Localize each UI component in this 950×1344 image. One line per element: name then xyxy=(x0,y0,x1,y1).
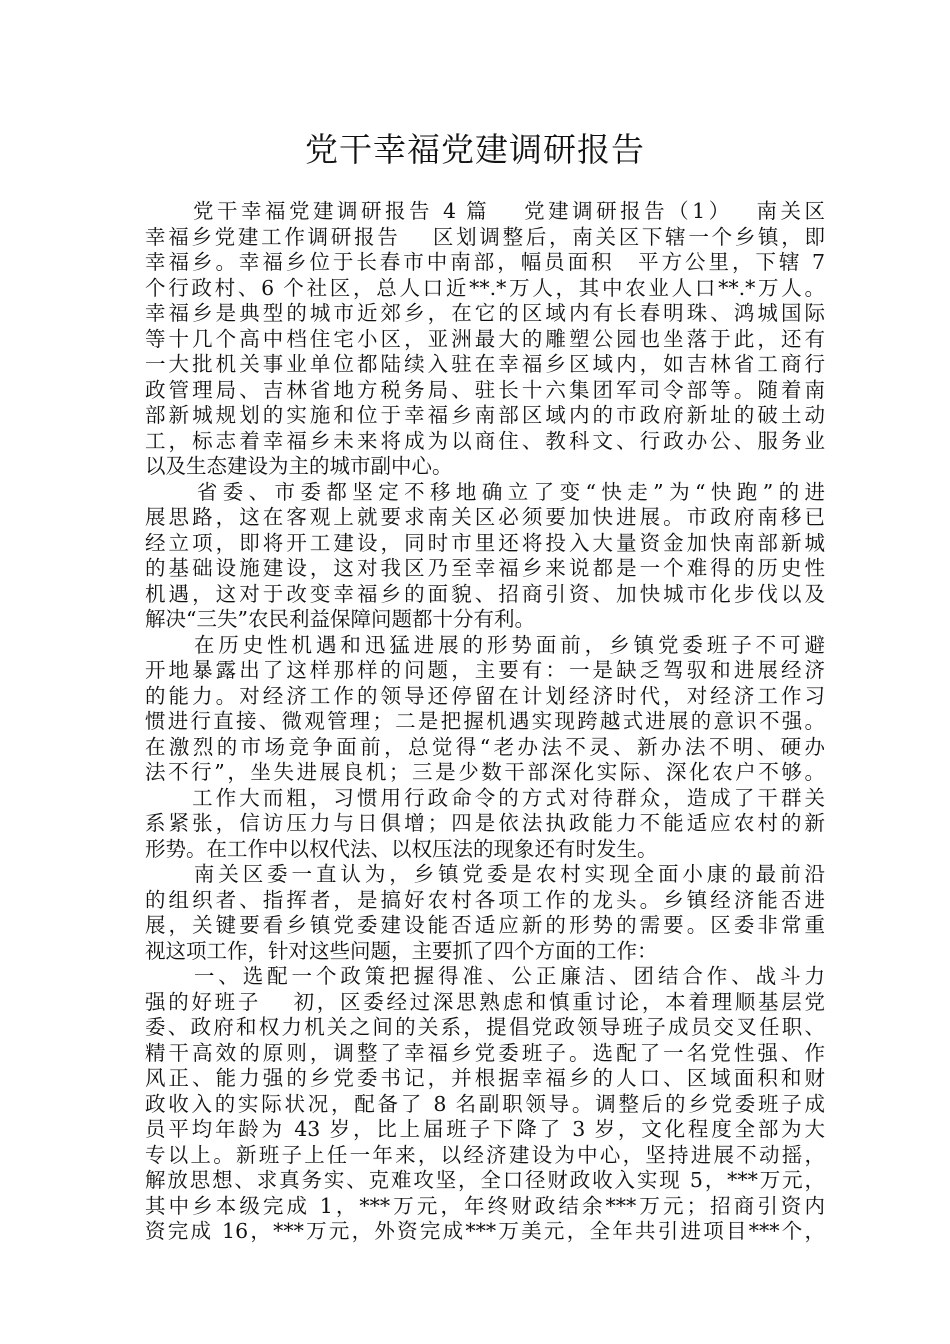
body-line: 在激烈的市场竞争面前，总觉得“老办法不灵、新办法不明、硬办 xyxy=(145,734,825,759)
body-line: 委、政府和权力机关之间的关系，提倡党政领导班子成员交叉任职、 xyxy=(145,1015,825,1039)
body-line: 幸福乡。幸福乡位于长春市中南部，幅员面积 平方公里，下辖 7 xyxy=(145,250,825,274)
body-line: 精干高效的原则，调整了幸福乡党委班子。选配了一名党性强、作 xyxy=(145,1040,825,1065)
document-body xyxy=(145,199,825,1245)
body-line: 幸福乡是典型的城市近郊乡，在它的区域内有长春明珠、鸿城国际 xyxy=(145,301,825,325)
body-line: 其中乡本级完成 1，***万元，年终财政结余***万元；招商引资内 xyxy=(145,1193,825,1218)
body-line: 法不行”，坐失进展良机；三是少数干部深化实际、深化农户不够。 xyxy=(145,760,825,784)
body-line: 的基础设施建设，这对我区乃至幸福乡来说都是一个难得的历史性 xyxy=(145,556,825,580)
body-line: 解决“三失”农民利益保障问题都十分有利。 xyxy=(145,607,535,631)
body-line: 省委、市委都坚定不移地确立了变“快走”为“快跑”的进 xyxy=(145,479,825,504)
body-line: 部新城规划的实施和位于幸福乡南部区域内的市政府新址的破土动 xyxy=(145,403,825,427)
body-line: 形势。在工作中以权代法、以权压法的现象还有时发生。 xyxy=(145,836,658,861)
body-line: 的能力。对经济工作的领导还停留在计划经济时代，对经济工作习 xyxy=(145,683,825,708)
body-line: 的组织者、指挥者，是搞好农村各项工作的龙头。乡镇经济能否进 xyxy=(145,887,825,912)
body-line: 系紧张，信访压力与日俱增；四是依法执政能力不能适应农村的新 xyxy=(145,811,825,835)
body-line: 一、选配一个政策把握得准、公正廉洁、团结合作、战斗力 xyxy=(145,964,825,988)
body-line: 党干幸福党建调研报告 4 篇 党建调研报告（1） 南关区 xyxy=(145,199,825,223)
body-line: 视这项工作，针对这些问题，主要抓了四个方面的工作： xyxy=(145,938,658,963)
body-line: 惯进行直接、微观管理；二是把握机遇实现跨越式进展的意识不强。 xyxy=(145,709,825,733)
body-line: 工，标志着幸福乡未来将成为以商住、教科文、行政办公、服务业 xyxy=(145,428,825,453)
body-line: 专以上。新班子上任一年来，以经济建设为中心，坚持进展不动摇， xyxy=(145,1142,825,1167)
body-line: 幸福乡党建工作调研报告 区划调整后，南关区下辖一个乡镇，即 xyxy=(145,224,825,249)
body-line: 展，关键要看乡镇党委建设能否适应新的形势的需要。区委非常重 xyxy=(145,913,825,937)
body-line: 机遇，这对于改变幸福乡的面貌、招商引资、加快城市化步伐以及 xyxy=(145,581,825,606)
body-line: 风正、能力强的乡党委书记，并根据幸福乡的人口、区域面积和财 xyxy=(145,1066,825,1090)
body-line: 政管理局、吉林省地方税务局、驻长十六集团军司令部等。随着南 xyxy=(145,377,825,402)
body-line: 政收入的实际状况，配备了 8 名副职领导。调整后的乡党委班子成 xyxy=(145,1091,825,1116)
body-line: 资完成 16，***万元，外资完成***万美元，全年共引进项目***个， xyxy=(145,1219,825,1243)
body-line: 个行政村、6 个社区，总人口近**.*万人，其中农业人口**.*万人。 xyxy=(145,275,825,300)
body-line: 经立项，即将开工建设，同时市里还将投入大量资金加快南部新城 xyxy=(145,530,825,555)
document-title: 党干幸福党建调研报告 xyxy=(305,130,645,169)
body-line: 强的好班子 初，区委经过深思熟虑和慎重讨论，本着理顺基层党 xyxy=(145,989,825,1014)
body-line: 在历史性机遇和迅猛进展的形势面前，乡镇党委班子不可避 xyxy=(145,632,825,657)
body-line: 展思路，这在客观上就要求南关区必须要加快进展。市政府南移已 xyxy=(145,505,825,529)
body-line: 开地暴露出了这样那样的问题，主要有：一是缺乏驾驭和进展经济 xyxy=(145,658,825,682)
body-line: 解放思想、求真务实、克难攻坚，全口径财政收入实现 5，***万元， xyxy=(145,1168,825,1192)
body-line: 南关区委一直认为，乡镇党委是农村实现全面小康的最前沿 xyxy=(145,862,825,886)
body-line: 工作大而粗，习惯用行政命令的方式对待群众，造成了干群关 xyxy=(145,785,825,810)
body-line: 员平均年龄为 43 岁，比上届班子下降了 3 岁，文化程度全部为大 xyxy=(145,1117,825,1141)
body-line: 以及生态建设为主的城市副中心。 xyxy=(145,454,453,478)
body-line: 等十几个高中档住宅小区，亚洲最大的雕塑公园也坐落于此，还有 xyxy=(145,326,825,351)
body-line: 一大批机关事业单位都陆续入驻在幸福乡区域内，如吉林省工商行 xyxy=(145,352,825,376)
